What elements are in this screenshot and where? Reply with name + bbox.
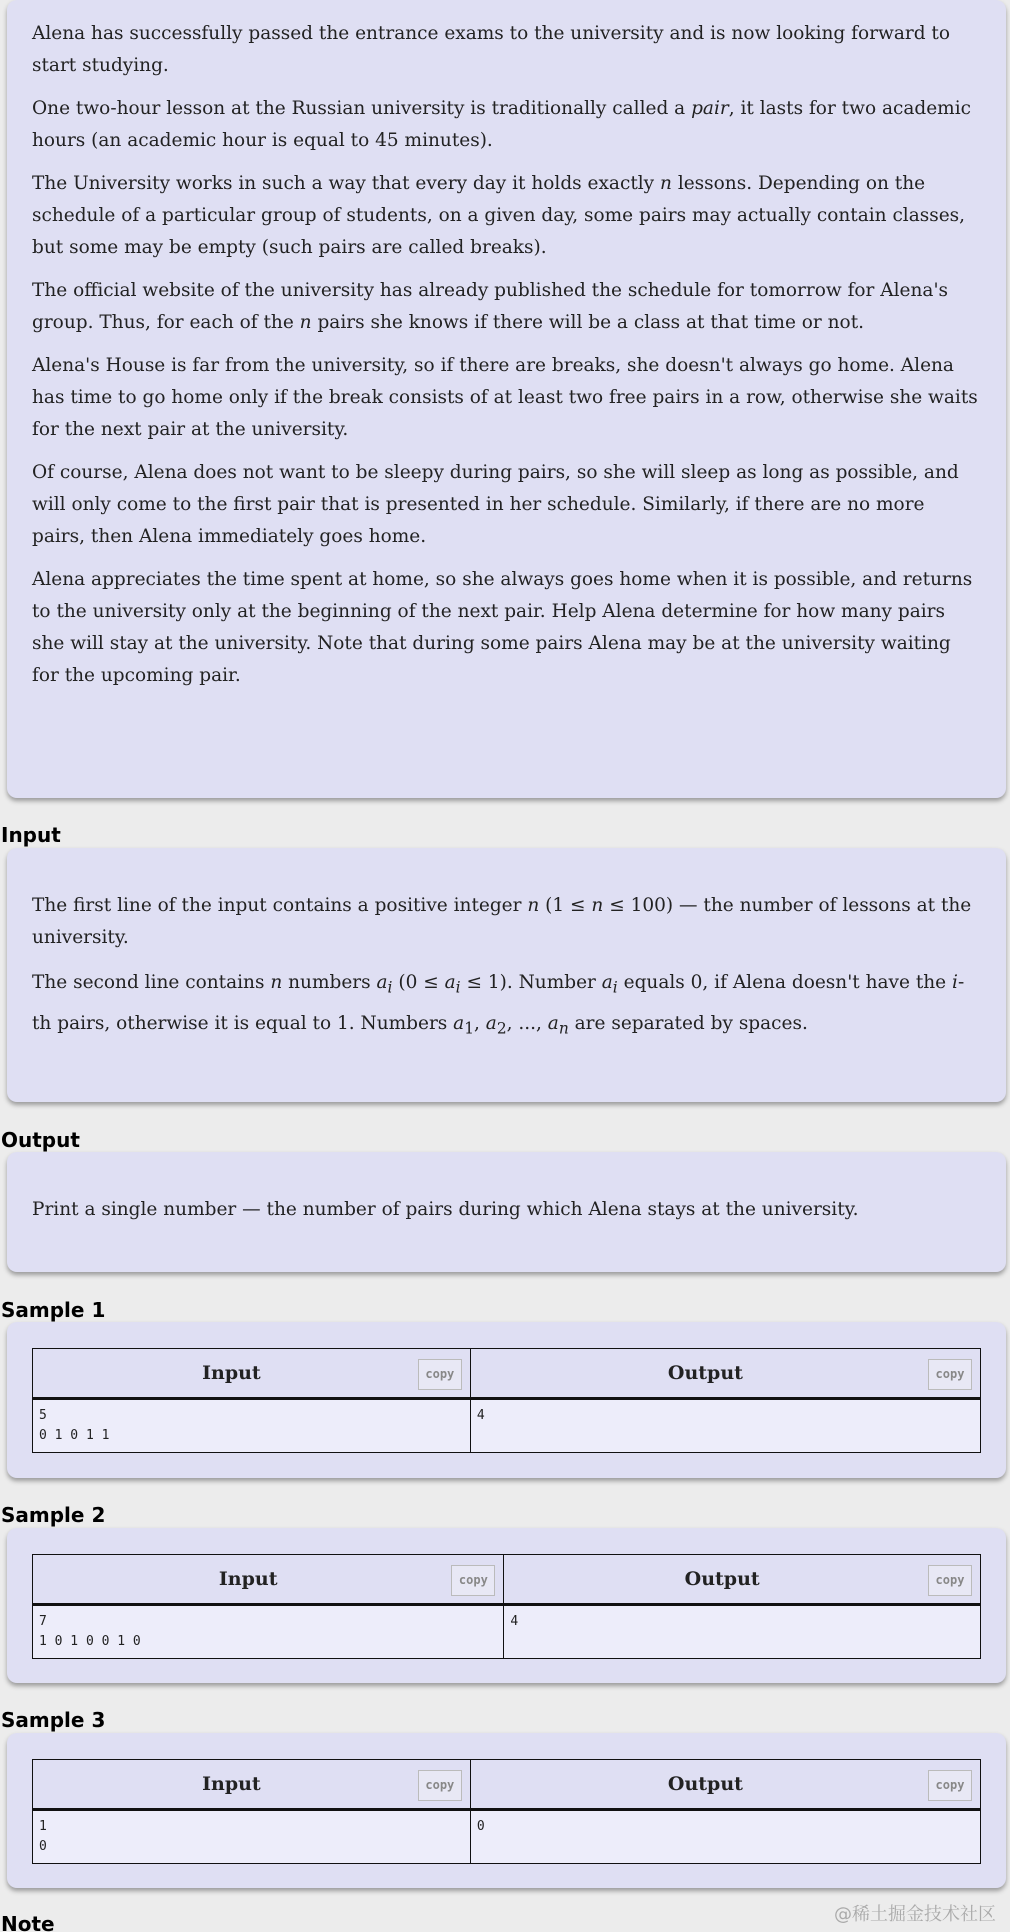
sample-3-card bbox=[7, 1733, 1006, 1888]
sample-1-card bbox=[7, 1322, 1006, 1478]
sample-3-table: Input copy Output copy 1 0 0 bbox=[32, 1759, 981, 1864]
copy-output-button[interactable]: copy bbox=[928, 1770, 972, 1801]
copy-input-button[interactable]: copy bbox=[418, 1359, 462, 1390]
sample-1-table: Input copy Output copy 5 0 1 0 1 1 4 bbox=[32, 1348, 981, 1453]
note-heading: Note bbox=[1, 1912, 55, 1932]
sample-input: 1 0 bbox=[33, 1810, 471, 1864]
sample-2-heading: Sample 2 bbox=[1, 1503, 106, 1527]
output-heading: Output bbox=[1, 1128, 80, 1152]
sample-output: 4 bbox=[504, 1605, 981, 1659]
sample-output: 0 bbox=[470, 1810, 980, 1864]
input-p2: The second line contains n numbers $a_i$ $(0 \le a_i \le 1)$. Number $a_i$ equals 0, if Alena doesn't have the i-th pairs, otherwise it is equal to 1. Numbers $a_1$, $a_2$, ..., $a_n$ are separated by spaces. bbox=[32, 972, 965, 1038]
statement-p7: Alena appreciates the time spent at home, so she always goes home when it is possible, and returns to the university only at the beginning of the next pair. Help Alena determine for how many pairs she will stay at the university. Note that during some pairs Alena may be at the university waiting for the upcoming pair. bbox=[32, 569, 973, 686]
sample-output: 4 bbox=[470, 1399, 980, 1453]
statement-p6: Of course, Alena does not want to be sleepy during pairs, so she will sleep as long as possible, and will only come to the first pair that is presented in her schedule. Similarly, if there are no more pairs, then Alena immediately goes home. bbox=[32, 462, 959, 547]
watermark: @稀土掘金技术社区 bbox=[834, 1904, 996, 1925]
sample-3-heading: Sample 3 bbox=[1, 1708, 106, 1732]
copy-output-button[interactable]: copy bbox=[928, 1565, 972, 1596]
sample-2-card bbox=[7, 1528, 1006, 1683]
sample-1-heading: Sample 1 bbox=[1, 1298, 106, 1322]
sample-input: 7 1 0 1 0 0 1 0 bbox=[33, 1605, 504, 1659]
output-text: Print a single number — the number of pairs during which Alena stays at the university. bbox=[32, 1199, 859, 1220]
input-heading: Input bbox=[1, 823, 61, 847]
statement-p2: One two-hour lesson at the Russian university is traditionally called a pair, it lasts for two academic hours (an academic hour is equal to 45 minutes). bbox=[32, 98, 971, 151]
sample-2-table: Input copy Output copy 7 1 0 1 0 0 1 0 4 bbox=[32, 1554, 981, 1659]
input-p1: The first line of the input contains a positive integer n (1 ≤ n ≤ 100) — the number of lessons at the university. bbox=[32, 895, 972, 948]
input-card bbox=[7, 848, 1006, 1102]
statement-p4: The official website of the university has already published the schedule for tomorrow for Alena's group. Thus, for each of the n pairs she knows if there will be a class at that time or not. bbox=[32, 280, 949, 333]
sample-input: 5 0 1 0 1 1 bbox=[33, 1399, 471, 1453]
copy-input-button[interactable]: copy bbox=[418, 1770, 462, 1801]
output-card bbox=[7, 1152, 1006, 1272]
statement-p3: The University works in such a way that every day it holds exactly n lessons. Depending on the schedule of a particular group of students, on a given day, some pairs may actually contain classes, but some may be empty (such pairs are called breaks). bbox=[32, 173, 966, 258]
copy-input-button[interactable]: copy bbox=[451, 1565, 495, 1596]
copy-output-button[interactable]: copy bbox=[928, 1359, 972, 1390]
statement-p5: Alena's House is far from the university, so if there are breaks, she doesn't always go home. Alena has time to go home only if the break consists of at least two free pairs in a row, otherwise she waits for the next pair at the university. bbox=[32, 355, 978, 440]
statement-card bbox=[7, 0, 1006, 798]
statement-p1: Alena has successfully passed the entrance exams to the university and is now looking forward to start studying. bbox=[32, 23, 950, 76]
